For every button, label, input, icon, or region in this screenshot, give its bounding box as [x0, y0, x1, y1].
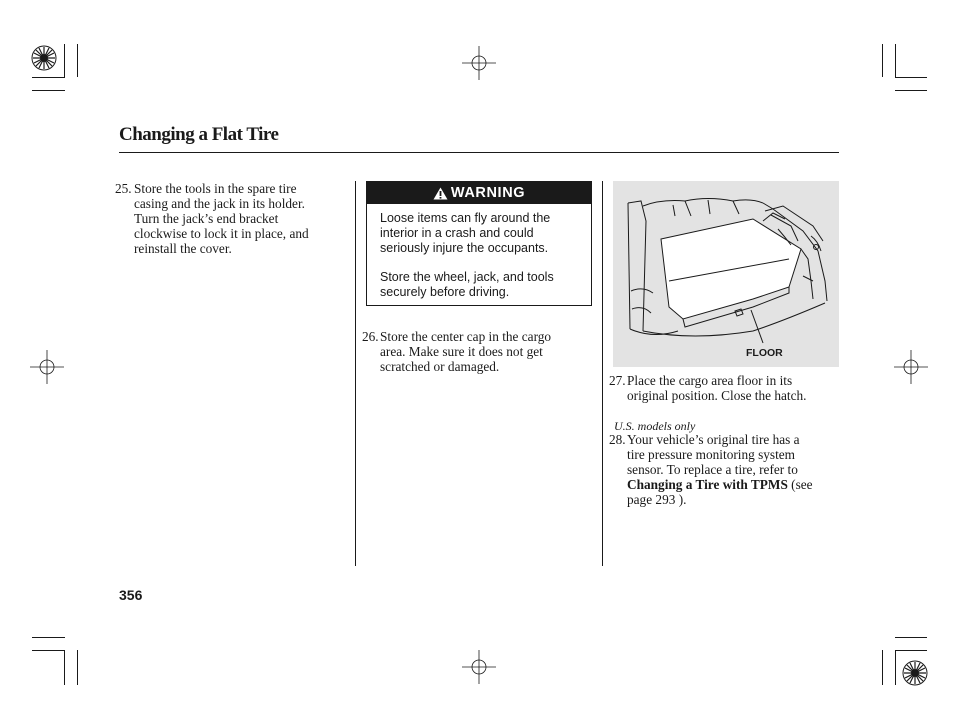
registration-star-icon: [901, 659, 929, 687]
registration-crosshair-icon: [462, 650, 496, 684]
registration-crosshair-icon: [462, 46, 496, 80]
page-number: 356: [119, 587, 143, 603]
step-26: [362, 329, 594, 377]
warning-label: WARNING: [450, 185, 526, 201]
page-title: Changing a Flat Tire: [119, 124, 279, 145]
registration-star-icon: [30, 44, 58, 72]
warning-line: seriously injure the occupants.: [380, 241, 549, 255]
step-number: 27.: [609, 373, 626, 388]
step-line: page 293 ).: [627, 492, 687, 507]
warning-triangle-icon: [433, 187, 448, 200]
step-line: area. Make sure it does not get: [380, 344, 543, 359]
step-line: Turn the jack’s end bracket: [134, 211, 279, 226]
warning-header: [367, 182, 591, 204]
warning-line: Loose items can fly around the: [380, 211, 551, 225]
step-27: [609, 373, 841, 405]
step-line: Store the tools in the spare tire: [134, 181, 297, 196]
step-line: reinstall the cover.: [134, 241, 232, 256]
column-divider: [602, 181, 603, 566]
step-line: Your vehicle’s original tire has a: [627, 432, 800, 447]
step-line: casing and the jack in its holder.: [134, 196, 305, 211]
step-line: Place the cargo area floor in its: [627, 373, 793, 388]
warning-line: securely before driving.: [380, 285, 510, 299]
step-number: 26.: [362, 329, 379, 344]
step-line-tail: (see: [787, 477, 813, 492]
warning-line: Store the wheel, jack, and tools: [380, 270, 554, 284]
warning-line: interior in a crash and could: [380, 226, 534, 240]
step-line: clockwise to lock it in place, and: [134, 226, 309, 241]
step-number: 28.: [609, 432, 626, 447]
column-divider: [355, 181, 356, 566]
step-line: original position. Close the hatch.: [627, 388, 807, 403]
title-rule: [119, 152, 839, 153]
registration-crosshair-icon: [30, 350, 64, 384]
step-line: tire pressure monitoring system: [627, 447, 796, 462]
step-number: 25.: [115, 181, 132, 196]
step-line: [627, 477, 843, 492]
tpms-reference-link[interactable]: Changing a Tire with TPMS: [627, 477, 788, 492]
step-line: sensor. To replace a tire, refer to: [627, 462, 798, 477]
step-28: [609, 432, 843, 510]
registration-crosshair-icon: [894, 350, 928, 384]
figure-callout-label: FLOOR: [746, 347, 783, 359]
step-25: [115, 181, 345, 261]
warning-paragraph: [380, 270, 585, 300]
us-models-note: U.S. models only: [614, 419, 696, 433]
cargo-area-drawing: [613, 181, 839, 367]
warning-paragraph: [380, 211, 585, 256]
step-line: scratched or damaged.: [380, 359, 500, 374]
warning-box: [366, 181, 592, 306]
step-line: Store the center cap in the cargo: [380, 329, 552, 344]
cargo-floor-illustration: [613, 181, 839, 367]
